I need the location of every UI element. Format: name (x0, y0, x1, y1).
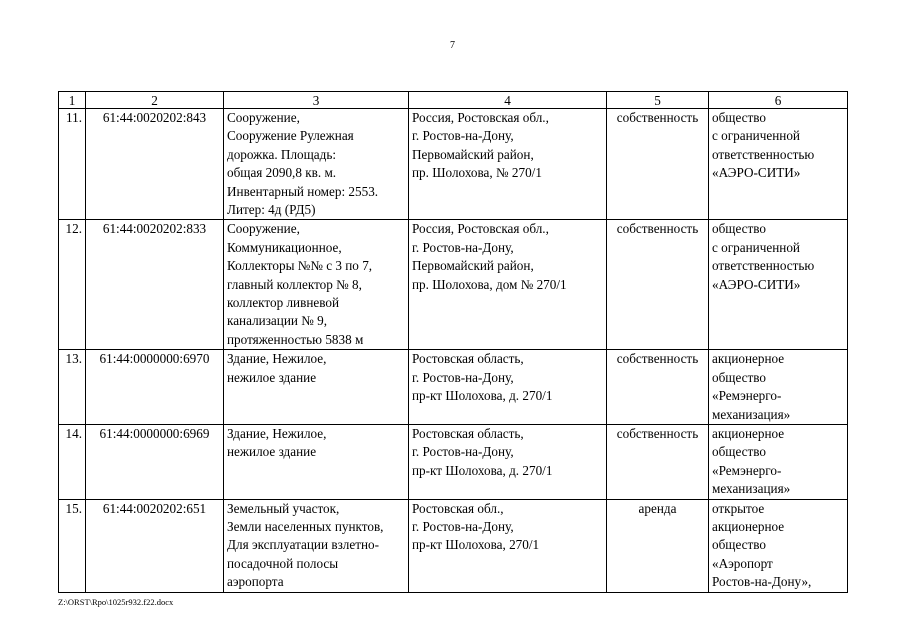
description-line: главный коллектор № 8, (227, 276, 362, 292)
description-line: посадочной полосы (227, 555, 339, 571)
object-address (409, 499, 607, 592)
holder-line: общество (712, 221, 766, 237)
holder-line: общество (712, 537, 766, 553)
holder-line: Ростов-на-Дону», (712, 574, 812, 590)
property-registry-table (58, 91, 848, 593)
column-header-6: 6 (709, 92, 848, 109)
description-line: нежилое здание (227, 444, 317, 460)
object-description (224, 424, 409, 499)
object-description (224, 499, 409, 592)
object-description (224, 220, 409, 350)
holder-line: общество (712, 369, 766, 385)
description-line: Здание, Нежилое, (227, 351, 327, 367)
description-line: общая 2090,8 кв. м. (227, 165, 337, 181)
right-type: собственность (607, 220, 709, 350)
right-holder (709, 109, 848, 220)
description-line: дорожка. Площадь: (227, 146, 337, 162)
address-line: пр. Шолохова, дом № 270/1 (412, 276, 567, 292)
address-line: г. Ростов-на-Дону, (412, 444, 514, 460)
column-header-4: 4 (409, 92, 607, 109)
holder-line: открытое (712, 500, 765, 516)
right-type: собственность (607, 424, 709, 499)
holder-line: с ограниченной (712, 239, 800, 255)
description-line: Земли населенных пунктов, (227, 518, 384, 534)
row-number: 11. (59, 109, 86, 220)
address-line: г. Ростов-на-Дону, (412, 369, 514, 385)
right-holder (709, 424, 848, 499)
table-row (59, 220, 848, 350)
description-line: Сооружение, (227, 221, 300, 237)
object-description (224, 350, 409, 425)
cadastral-number: 61:44:0020202:833 (86, 220, 224, 350)
address-line: Ростовская область, (412, 425, 524, 441)
address-line: Ростовская обл., (412, 500, 504, 516)
description-line: Для эксплуатации взлетно- (227, 537, 380, 553)
footer-file-path: Z:\ORST\Rpo\1025r932.f22.docx (58, 597, 174, 607)
address-line: пр-кт Шолохова, д. 270/1 (412, 388, 553, 404)
holder-line: «АЭРО-СИТИ» (712, 276, 801, 292)
table-row (59, 350, 848, 425)
object-address (409, 109, 607, 220)
description-line: Инвентарный номер: 2553. (227, 183, 379, 199)
right-holder (709, 220, 848, 350)
address-line: пр-кт Шолохова, 270/1 (412, 537, 540, 553)
address-line: Первомайский район, (412, 258, 534, 274)
right-type: собственность (607, 350, 709, 425)
holder-line: общество (712, 110, 766, 125)
cadastral-number: 61:44:0000000:6969 (86, 424, 224, 499)
row-number: 12. (59, 220, 86, 350)
description-line: нежилое здание (227, 369, 317, 385)
column-header-5: 5 (607, 92, 709, 109)
object-description (224, 109, 409, 220)
right-type: аренда (607, 499, 709, 592)
holder-line: ответственностью (712, 146, 815, 162)
description-line: Земельный участок, (227, 500, 340, 516)
cadastral-number: 61:44:0020202:843 (86, 109, 224, 220)
address-line: г. Ростов-на-Дону, (412, 128, 514, 144)
page-number: 7 (450, 40, 455, 51)
table-body (59, 109, 848, 593)
holder-line: ответственностью (712, 258, 815, 274)
table-row (59, 499, 848, 592)
address-line: г. Ростов-на-Дону, (412, 239, 514, 255)
object-address (409, 220, 607, 350)
address-line: пр-кт Шолохова, д. 270/1 (412, 462, 553, 478)
holder-line: «Аэропорт (712, 555, 773, 571)
description-line: коллектор ливневой (227, 295, 340, 311)
row-number: 14. (59, 424, 86, 499)
holder-line: «АЭРО-СИТИ» (712, 165, 801, 181)
holder-line: механизация» (712, 481, 791, 497)
address-line: г. Ростов-на-Дону, (412, 518, 514, 534)
description-line: Сооружение, (227, 110, 300, 125)
object-address (409, 424, 607, 499)
row-number: 13. (59, 350, 86, 425)
holder-line: «Ремэнерго- (712, 462, 782, 478)
holder-line: акционерное (712, 351, 785, 367)
table-row (59, 109, 848, 220)
holder-line: акционерное (712, 425, 785, 441)
description-line: Литер: 4д (РД5) (227, 202, 316, 218)
holder-line: с ограниченной (712, 128, 800, 144)
description-line: канализации № 9, (227, 313, 328, 329)
description-line: Здание, Нежилое, (227, 425, 327, 441)
cadastral-number: 61:44:0020202:651 (86, 499, 224, 592)
table-header-row (59, 92, 848, 109)
column-header-1: 1 (59, 92, 86, 109)
holder-line: общество (712, 444, 766, 460)
right-type: собственность (607, 109, 709, 220)
row-number: 15. (59, 499, 86, 592)
cadastral-number: 61:44:0000000:6970 (86, 350, 224, 425)
description-line: протяженностью 5838 м (227, 331, 364, 347)
address-line: Первомайский район, (412, 146, 534, 162)
description-line: аэропорта (227, 574, 284, 590)
right-holder (709, 499, 848, 592)
address-line: Россия, Ростовская обл., (412, 110, 549, 125)
object-address (409, 350, 607, 425)
column-header-3: 3 (224, 92, 409, 109)
address-line: пр. Шолохова, № 270/1 (412, 165, 542, 181)
address-line: Россия, Ростовская обл., (412, 221, 549, 237)
holder-line: «Ремэнерго- (712, 388, 782, 404)
holder-line: механизация» (712, 406, 791, 422)
right-holder (709, 350, 848, 425)
description-line: Коллекторы №№ с 3 по 7, (227, 258, 373, 274)
description-line: Сооружение Рулежная (227, 128, 354, 144)
description-line: Коммуникационное, (227, 239, 342, 255)
address-line: Ростовская область, (412, 351, 524, 367)
table-row (59, 424, 848, 499)
column-header-2: 2 (86, 92, 224, 109)
holder-line: акционерное (712, 518, 785, 534)
